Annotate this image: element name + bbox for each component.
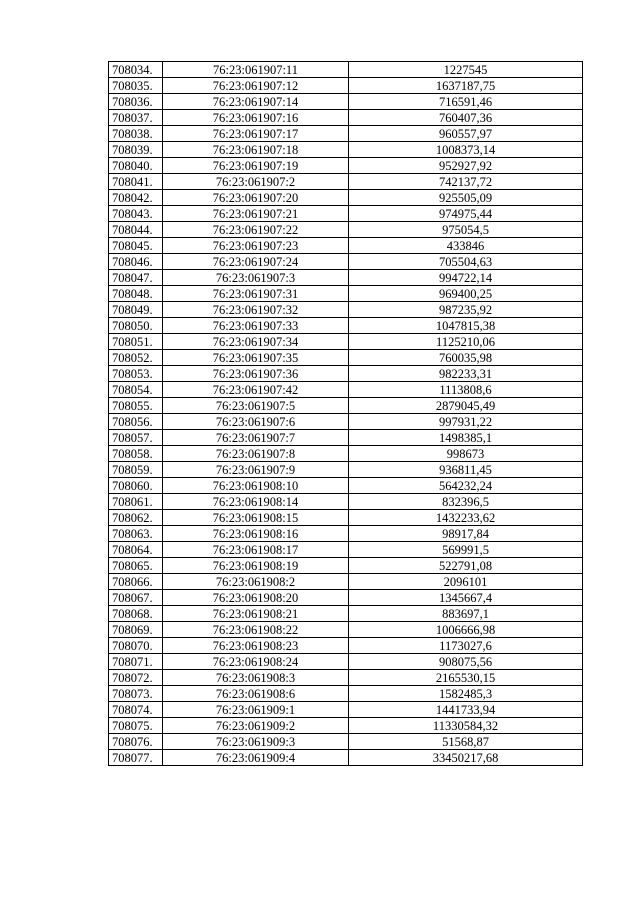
cadastral-value-cell: 51568,87 <box>349 734 583 750</box>
cadastral-value-cell: 2879045,49 <box>349 398 583 414</box>
cadastral-number-cell: 76:23:061908:16 <box>163 526 349 542</box>
table-row <box>109 158 583 174</box>
row-number-cell: 708044. <box>109 222 163 238</box>
table-row <box>109 254 583 270</box>
cadastral-value-cell: 1047815,38 <box>349 318 583 334</box>
cadastral-value-cell: 2096101 <box>349 574 583 590</box>
table-row <box>109 286 583 302</box>
table-row <box>109 222 583 238</box>
table-row <box>109 446 583 462</box>
row-number-cell: 708068. <box>109 606 163 622</box>
cadastral-value-cell: 1582485,3 <box>349 686 583 702</box>
row-number-cell: 708058. <box>109 446 163 462</box>
table-row <box>109 574 583 590</box>
cadastral-value-cell: 997931,22 <box>349 414 583 430</box>
cadastral-value-cell: 705504,63 <box>349 254 583 270</box>
cadastral-number-cell: 76:23:061907:12 <box>163 78 349 94</box>
cadastral-value-cell: 832396,5 <box>349 494 583 510</box>
table-row <box>109 78 583 94</box>
table-row <box>109 654 583 670</box>
row-number-cell: 708035. <box>109 78 163 94</box>
cadastral-number-cell: 76:23:061908:21 <box>163 606 349 622</box>
table-row <box>109 414 583 430</box>
row-number-cell: 708050. <box>109 318 163 334</box>
row-number-cell: 708060. <box>109 478 163 494</box>
cadastral-value-cell: 33450217,68 <box>349 750 583 766</box>
table-row <box>109 62 583 78</box>
table-row <box>109 558 583 574</box>
cadastral-number-cell: 76:23:061908:14 <box>163 494 349 510</box>
row-number-cell: 708036. <box>109 94 163 110</box>
cadastral-value-cell: 1227545 <box>349 62 583 78</box>
row-number-cell: 708062. <box>109 510 163 526</box>
row-number-cell: 708075. <box>109 718 163 734</box>
cadastral-value-cell: 1637187,75 <box>349 78 583 94</box>
cadastral-value-cell: 936811,45 <box>349 462 583 478</box>
table-row <box>109 542 583 558</box>
table-row <box>109 750 583 766</box>
cadastral-number-cell: 76:23:061908:24 <box>163 654 349 670</box>
row-number-cell: 708047. <box>109 270 163 286</box>
cadastral-number-cell: 76:23:061907:14 <box>163 94 349 110</box>
cadastral-number-cell: 76:23:061907:6 <box>163 414 349 430</box>
cadastral-number-cell: 76:23:061907:18 <box>163 142 349 158</box>
row-number-cell: 708041. <box>109 174 163 190</box>
cadastral-value-cell: 433846 <box>349 238 583 254</box>
cadastral-value-cell: 11330584,32 <box>349 718 583 734</box>
cadastral-value-cell: 2165530,15 <box>349 670 583 686</box>
row-number-cell: 708049. <box>109 302 163 318</box>
row-number-cell: 708043. <box>109 206 163 222</box>
table-row <box>109 350 583 366</box>
row-number-cell: 708071. <box>109 654 163 670</box>
table-row <box>109 238 583 254</box>
cadastral-number-cell: 76:23:061907:35 <box>163 350 349 366</box>
row-number-cell: 708051. <box>109 334 163 350</box>
cadastral-value-cell: 994722,14 <box>349 270 583 286</box>
table-row <box>109 334 583 350</box>
table-row <box>109 206 583 222</box>
cadastral-number-cell: 76:23:061908:15 <box>163 510 349 526</box>
table-row <box>109 382 583 398</box>
table-row <box>109 302 583 318</box>
cadastral-number-cell: 76:23:061907:32 <box>163 302 349 318</box>
row-number-cell: 708048. <box>109 286 163 302</box>
row-number-cell: 708059. <box>109 462 163 478</box>
row-number-cell: 708053. <box>109 366 163 382</box>
row-number-cell: 708037. <box>109 110 163 126</box>
cadastral-value-cell: 1125210,06 <box>349 334 583 350</box>
cadastral-number-cell: 76:23:061907:36 <box>163 366 349 382</box>
table-row <box>109 430 583 446</box>
row-number-cell: 708063. <box>109 526 163 542</box>
table-row <box>109 606 583 622</box>
table-row <box>109 190 583 206</box>
row-number-cell: 708046. <box>109 254 163 270</box>
cadastral-number-cell: 76:23:061909:1 <box>163 702 349 718</box>
table-body <box>109 62 583 766</box>
cadastral-number-cell: 76:23:061907:11 <box>163 62 349 78</box>
cadastral-value-cell: 908075,56 <box>349 654 583 670</box>
row-number-cell: 708070. <box>109 638 163 654</box>
row-number-cell: 708069. <box>109 622 163 638</box>
row-number-cell: 708067. <box>109 590 163 606</box>
cadastral-value-cell: 952927,92 <box>349 158 583 174</box>
table-row <box>109 462 583 478</box>
cadastral-value-cell: 925505,09 <box>349 190 583 206</box>
table-row <box>109 110 583 126</box>
cadastral-number-cell: 76:23:061909:3 <box>163 734 349 750</box>
cadastral-value-cell: 564232,24 <box>349 478 583 494</box>
cadastral-value-cell: 98917,84 <box>349 526 583 542</box>
cadastral-value-cell: 969400,25 <box>349 286 583 302</box>
cadastral-number-cell: 76:23:061907:8 <box>163 446 349 462</box>
row-number-cell: 708065. <box>109 558 163 574</box>
cadastral-number-cell: 76:23:061907:31 <box>163 286 349 302</box>
cadastral-number-cell: 76:23:061907:7 <box>163 430 349 446</box>
row-number-cell: 708034. <box>109 62 163 78</box>
table-row <box>109 702 583 718</box>
cadastral-number-cell: 76:23:061907:22 <box>163 222 349 238</box>
cadastral-number-cell: 76:23:061907:3 <box>163 270 349 286</box>
table-row <box>109 478 583 494</box>
table-row <box>109 494 583 510</box>
cadastral-value-cell: 974975,44 <box>349 206 583 222</box>
row-number-cell: 708074. <box>109 702 163 718</box>
cadastral-number-cell: 76:23:061908:20 <box>163 590 349 606</box>
row-number-cell: 708045. <box>109 238 163 254</box>
cadastral-value-cell: 569991,5 <box>349 542 583 558</box>
cadastral-value-cell: 1441733,94 <box>349 702 583 718</box>
cadastral-value-cell: 760407,36 <box>349 110 583 126</box>
row-number-cell: 708042. <box>109 190 163 206</box>
table-row <box>109 510 583 526</box>
cadastral-number-cell: 76:23:061907:2 <box>163 174 349 190</box>
row-number-cell: 708066. <box>109 574 163 590</box>
cadastral-number-cell: 76:23:061907:33 <box>163 318 349 334</box>
table-row <box>109 270 583 286</box>
cadastral-number-cell: 76:23:061908:19 <box>163 558 349 574</box>
cadastral-number-cell: 76:23:061907:21 <box>163 206 349 222</box>
row-number-cell: 708052. <box>109 350 163 366</box>
cadastral-number-cell: 76:23:061907:24 <box>163 254 349 270</box>
row-number-cell: 708064. <box>109 542 163 558</box>
cadastral-number-cell: 76:23:061908:17 <box>163 542 349 558</box>
cadastral-value-cell: 522791,08 <box>349 558 583 574</box>
cadastral-value-cell: 975054,5 <box>349 222 583 238</box>
row-number-cell: 708038. <box>109 126 163 142</box>
table-row <box>109 590 583 606</box>
table-row <box>109 686 583 702</box>
table-row <box>109 526 583 542</box>
cadastral-number-cell: 76:23:061907:9 <box>163 462 349 478</box>
table-row <box>109 622 583 638</box>
cadastral-number-cell: 76:23:061909:4 <box>163 750 349 766</box>
row-number-cell: 708077. <box>109 750 163 766</box>
cadastral-value-cell: 742137,72 <box>349 174 583 190</box>
cadastral-number-cell: 76:23:061908:23 <box>163 638 349 654</box>
cadastral-value-cell: 1173027,6 <box>349 638 583 654</box>
cadastral-value-table <box>108 61 583 766</box>
cadastral-value-cell: 987235,92 <box>349 302 583 318</box>
table-row <box>109 734 583 750</box>
cadastral-value-cell: 960557,97 <box>349 126 583 142</box>
row-number-cell: 708057. <box>109 430 163 446</box>
table-row <box>109 398 583 414</box>
cadastral-value-cell: 760035,98 <box>349 350 583 366</box>
row-number-cell: 708039. <box>109 142 163 158</box>
table-row <box>109 638 583 654</box>
cadastral-number-cell: 76:23:061908:10 <box>163 478 349 494</box>
row-number-cell: 708056. <box>109 414 163 430</box>
cadastral-number-cell: 76:23:061907:5 <box>163 398 349 414</box>
cadastral-number-cell: 76:23:061907:17 <box>163 126 349 142</box>
cadastral-value-cell: 1008373,14 <box>349 142 583 158</box>
table-row <box>109 718 583 734</box>
row-number-cell: 708073. <box>109 686 163 702</box>
cadastral-number-cell: 76:23:061909:2 <box>163 718 349 734</box>
row-number-cell: 708061. <box>109 494 163 510</box>
table-row <box>109 94 583 110</box>
cadastral-value-cell: 1498385,1 <box>349 430 583 446</box>
cadastral-number-cell: 76:23:061908:22 <box>163 622 349 638</box>
cadastral-number-cell: 76:23:061907:20 <box>163 190 349 206</box>
table-row <box>109 366 583 382</box>
cadastral-value-cell: 982233,31 <box>349 366 583 382</box>
table-row <box>109 174 583 190</box>
cadastral-value-cell: 883697,1 <box>349 606 583 622</box>
cadastral-value-cell: 1432233,62 <box>349 510 583 526</box>
row-number-cell: 708040. <box>109 158 163 174</box>
table-row <box>109 126 583 142</box>
cadastral-value-cell: 716591,46 <box>349 94 583 110</box>
cadastral-value-cell: 1006666,98 <box>349 622 583 638</box>
row-number-cell: 708072. <box>109 670 163 686</box>
table-row <box>109 142 583 158</box>
cadastral-number-cell: 76:23:061907:16 <box>163 110 349 126</box>
cadastral-number-cell: 76:23:061908:6 <box>163 686 349 702</box>
row-number-cell: 708076. <box>109 734 163 750</box>
cadastral-number-cell: 76:23:061907:19 <box>163 158 349 174</box>
cadastral-number-cell: 76:23:061908:3 <box>163 670 349 686</box>
cadastral-value-cell: 998673 <box>349 446 583 462</box>
cadastral-value-cell: 1345667,4 <box>349 590 583 606</box>
table-row <box>109 318 583 334</box>
cadastral-number-cell: 76:23:061907:42 <box>163 382 349 398</box>
cadastral-value-cell: 1113808,6 <box>349 382 583 398</box>
cadastral-number-cell: 76:23:061907:34 <box>163 334 349 350</box>
row-number-cell: 708055. <box>109 398 163 414</box>
cadastral-number-cell: 76:23:061908:2 <box>163 574 349 590</box>
row-number-cell: 708054. <box>109 382 163 398</box>
cadastral-number-cell: 76:23:061907:23 <box>163 238 349 254</box>
table-row <box>109 670 583 686</box>
